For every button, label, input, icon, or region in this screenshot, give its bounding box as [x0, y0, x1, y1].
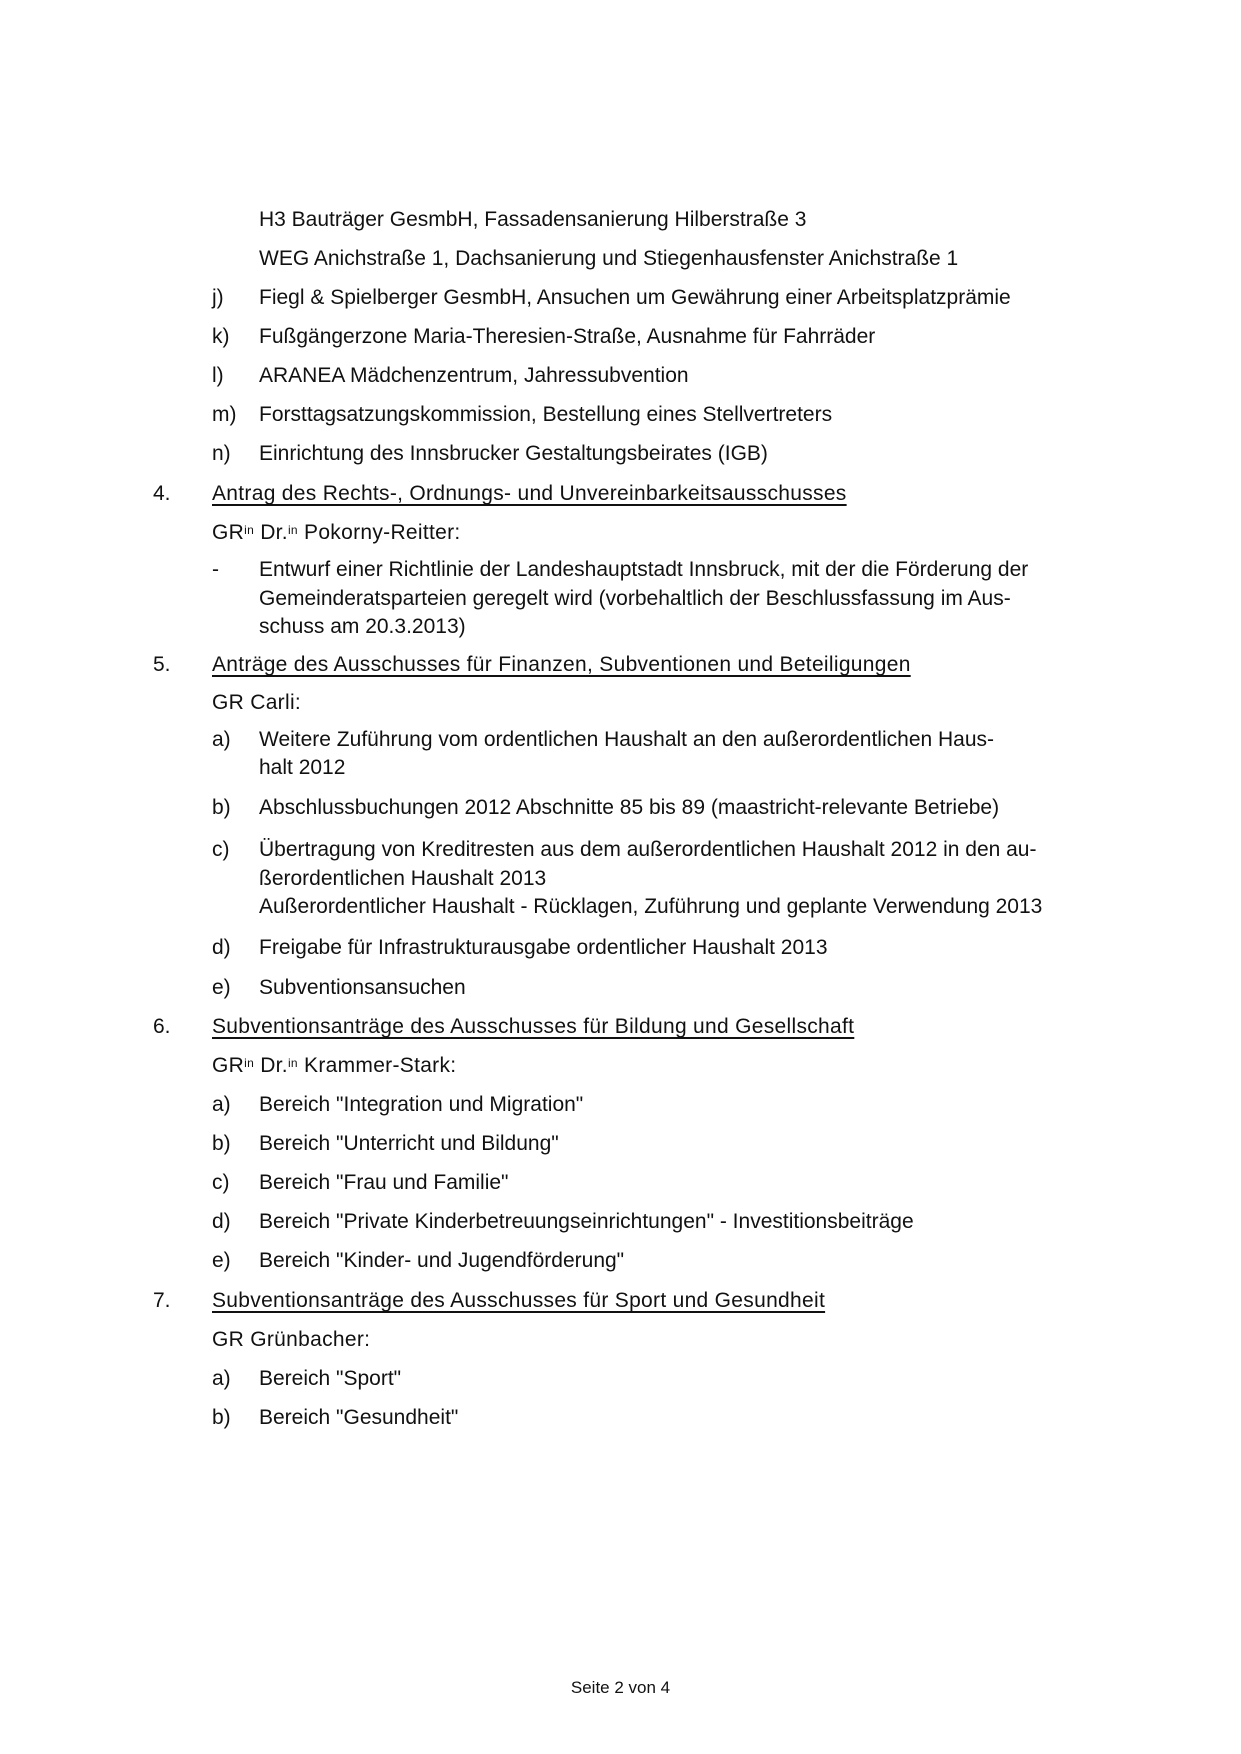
section-number: 6.: [153, 1015, 171, 1038]
list-item-label: -: [212, 558, 219, 581]
rapporteur: $GR^{in}$ Dr.$^{in}$ Pokorny-Reitter:: [212, 521, 461, 544]
list-item-label: j): [212, 286, 224, 309]
list-item-text: Bereich "Sport": [259, 1367, 402, 1390]
section-heading: Subventionsanträge des Ausschusses für Bildung und Gesellschaft: [212, 1015, 855, 1038]
list-item-text: ßerordentlichen Haushalt 2013: [259, 867, 547, 890]
list-item-text: Bereich "Unterricht und Bildung": [259, 1132, 559, 1155]
rapporteur: GR Carli:: [212, 691, 302, 714]
list-item-label: a): [212, 1367, 231, 1390]
list-item-label: n): [212, 442, 231, 465]
list-item-text: Bereich "Private Kinderbetreuungseinrichtungen" - Investitionsbeiträge: [259, 1210, 914, 1233]
list-item-label: m): [212, 403, 237, 426]
list-item-label: k): [212, 325, 230, 348]
page-footer: Seite 2 von 4: [570, 1678, 671, 1697]
list-item-label: b): [212, 1132, 231, 1155]
list-item-text: H3 Bauträger GesmbH, Fassadensanierung Hilberstraße 3: [259, 208, 807, 231]
list-item-text: ARANEA Mädchenzentrum, Jahressubvention: [259, 364, 689, 387]
list-item-text: Subventionsansuchen: [259, 976, 466, 999]
list-item-text: Bereich "Integration und Migration": [259, 1093, 584, 1116]
list-item-text: Fiegl & Spielberger GesmbH, Ansuchen um Gewährung einer Arbeitsplatzprämie: [259, 286, 1011, 309]
list-item-label: a): [212, 728, 231, 751]
list-item-text: Bereich "Gesundheit": [259, 1406, 459, 1429]
list-item-text: WEG Anichstraße 1, Dachsanierung und Stiegenhausfenster Anichstraße 1: [259, 247, 959, 270]
list-item-text: Außerordentlicher Haushalt - Rücklagen, Zuführung und geplante Verwendung 2013: [259, 895, 1043, 918]
section-number: 4.: [153, 482, 171, 505]
section-heading: Anträge des Ausschusses für Finanzen, Subventionen und Beteiligungen: [212, 653, 911, 676]
list-item-label: d): [212, 1210, 231, 1233]
list-item-text: Weitere Zuführung vom ordentlichen Haushalt an den außerordentlichen Haus-: [259, 728, 995, 751]
section-heading: Antrag des Rechts-, Ordnungs- und Unvereinbarkeitsausschusses: [212, 482, 847, 505]
list-item-text: Abschlussbuchungen 2012 Abschnitte 85 bis 89 (maastricht-relevante Betriebe): [259, 796, 1000, 819]
list-item-label: l): [212, 364, 224, 387]
rapporteur: GR Grünbacher:: [212, 1328, 371, 1351]
list-item-text: Freigabe für Infrastrukturausgabe ordentlicher Haushalt 2013: [259, 936, 828, 959]
list-item-text: Einrichtung des Innsbrucker Gestaltungsbeirates (IGB): [259, 442, 768, 465]
list-item-text: Fußgängerzone Maria-Theresien-Straße, Ausnahme für Fahrräder: [259, 325, 876, 348]
list-item-label: b): [212, 796, 231, 819]
section-heading: Subventionsanträge des Ausschusses für Sport und Gesundheit: [212, 1289, 826, 1312]
section-number: 7.: [153, 1289, 171, 1312]
list-item-label: e): [212, 976, 231, 999]
section-number: 5.: [153, 653, 171, 676]
list-item-text: Übertragung von Kreditresten aus dem außerordentlichen Haushalt 2012 in den au-: [259, 838, 1037, 861]
list-item-label: d): [212, 936, 231, 959]
list-item-text: Forsttagsatzungskommission, Bestellung eines Stellvertreters: [259, 403, 833, 426]
list-item-label: c): [212, 1171, 230, 1194]
list-item-text: halt 2012: [259, 756, 346, 779]
list-item-text: Gemeinderatsparteien geregelt wird (vorbehaltlich der Beschlussfassung im Aus-: [259, 587, 1011, 610]
list-item-text: Entwurf einer Richtlinie der Landeshauptstadt Innsbruck, mit der die Förderung der: [259, 558, 1029, 581]
list-item-label: c): [212, 838, 230, 861]
list-item-text: Bereich "Kinder- und Jugendförderung": [259, 1249, 625, 1272]
list-item-text: Bereich "Frau und Familie": [259, 1171, 509, 1194]
list-item-label: b): [212, 1406, 231, 1429]
rapporteur: $GR^{in}$ Dr.$^{in}$ Krammer-Stark:: [212, 1054, 457, 1077]
list-item-label: e): [212, 1249, 231, 1272]
list-item-text: schuss am 20.3.2013): [259, 615, 466, 638]
list-item-label: a): [212, 1093, 231, 1116]
